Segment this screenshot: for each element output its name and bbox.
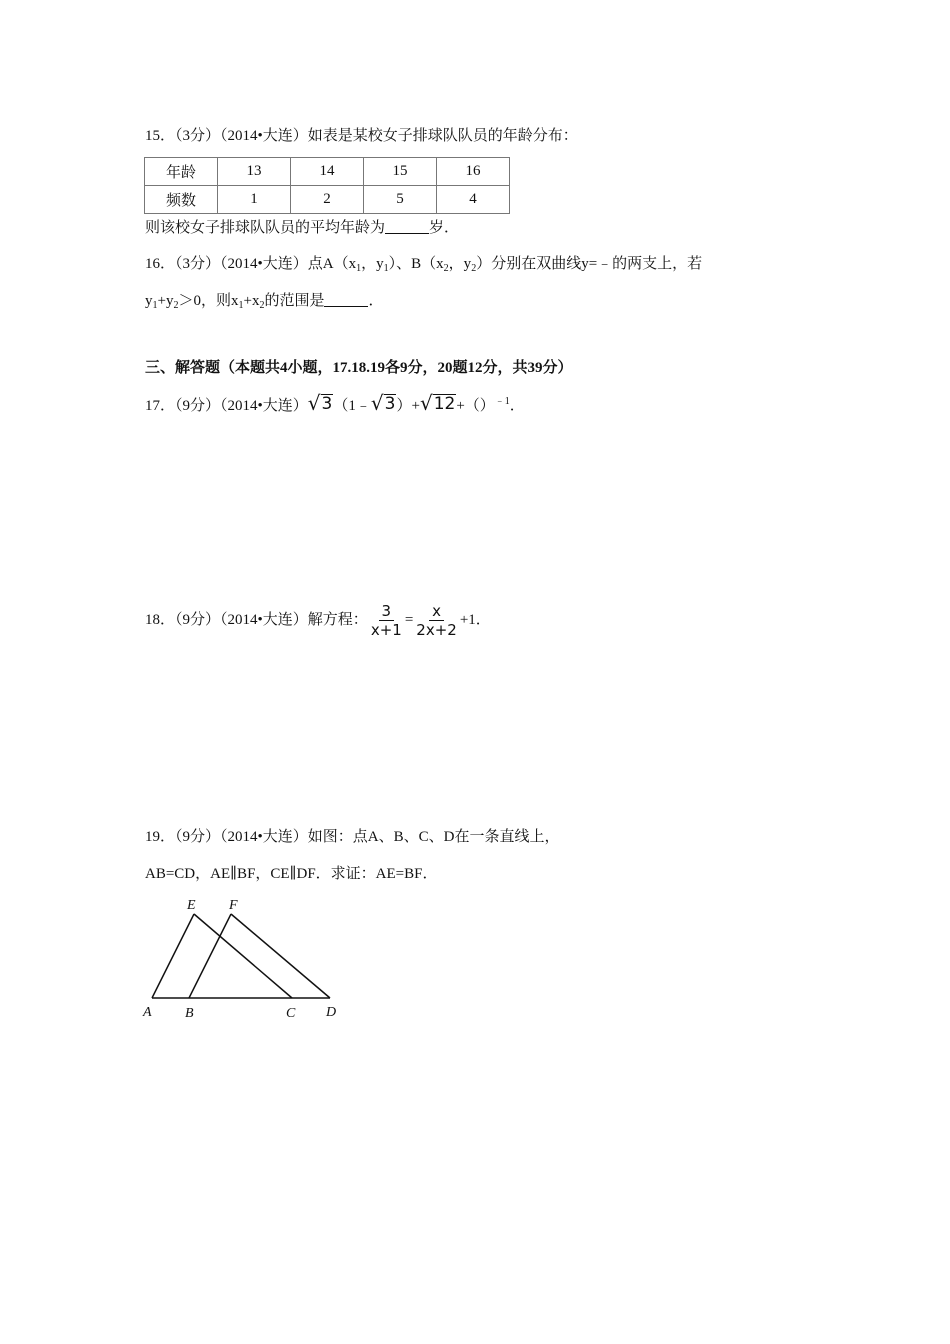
table-cell: 13 [218, 158, 291, 186]
sqrt-expression: √ 3 [370, 391, 396, 415]
q18-score: （9分） [175, 612, 221, 628]
q18-number: 18． [145, 612, 176, 628]
q17-score: （9分） [175, 398, 221, 414]
q17-text: ． [509, 398, 525, 414]
q16-text: ）分别在双曲线y=﹣的两支上，若 [476, 256, 703, 272]
subscript: 1 [383, 263, 389, 274]
subscript: 1 [152, 300, 158, 311]
denominator: 2x+2 [416, 621, 457, 640]
table-cell: 14 [291, 158, 364, 186]
q19-text: 如图：点A、B、C、D在一条直线上， [307, 829, 560, 845]
label-b: B [185, 1006, 194, 1021]
q16-text: 点A（x [307, 256, 357, 272]
q18-stem [145, 600, 491, 640]
table-row [145, 186, 510, 214]
table-cell: 1 [218, 186, 291, 214]
q17-text: ）+ [396, 398, 420, 414]
denominator: x+1 [370, 621, 402, 640]
q18-source: （2014•大连） [220, 612, 308, 628]
q17-text: +（） [456, 398, 495, 414]
sqrt-expression: √ 3 [307, 391, 333, 415]
radicand: 3 [321, 394, 333, 414]
radicand: 3 [384, 394, 396, 414]
segment-fd [231, 914, 330, 998]
q19-score: （9分） [175, 829, 221, 845]
label-a: A [143, 1005, 152, 1020]
table-cell: 频数 [145, 186, 218, 214]
subscript: 2 [471, 263, 477, 274]
segment-ae [152, 914, 194, 998]
radicand: 12 [433, 394, 456, 414]
table-cell: 16 [437, 158, 510, 186]
subscript: 2 [443, 263, 449, 274]
table-cell: 2 [291, 186, 364, 214]
q16-source: （2014•大连） [220, 256, 308, 272]
q19-source: （2014•大连） [220, 829, 308, 845]
q16-stem [145, 254, 702, 279]
answer-blank [324, 292, 368, 307]
exponent: ﹣1 [494, 396, 510, 407]
q16-score: （3分） [175, 256, 221, 272]
sqrt-expression: √ 12 [419, 391, 456, 415]
q17-stem [145, 392, 525, 416]
q15-number: 15． [145, 128, 176, 144]
segment-ec [194, 914, 292, 998]
table-row [145, 158, 510, 186]
label-e: E [187, 898, 196, 913]
q15-source: （2014•大连） [220, 128, 308, 144]
q16-text: ，y [448, 256, 472, 272]
label-f: F [229, 898, 238, 913]
q15-score: （3分） [175, 128, 221, 144]
q19-number: 19． [145, 829, 176, 845]
q17-text: （1﹣ [333, 398, 371, 414]
q16-line2 [145, 291, 383, 316]
q16-text: ． [368, 293, 384, 309]
subscript: 2 [259, 300, 265, 311]
q15-follow-text: 则该校女子排球队队员的平均年龄为 [145, 220, 386, 236]
table-cell: 年龄 [145, 158, 218, 186]
q16-text: 的范围是 [264, 293, 325, 309]
segment-bf [189, 914, 231, 998]
table-cell: 15 [364, 158, 437, 186]
fraction [413, 602, 460, 639]
section-heading: 三、解答题（本题共4小题，17.18.19各9分，20题12分，共39分） [145, 360, 573, 376]
subscript: 2 [173, 300, 179, 311]
q16-text: y [145, 293, 153, 309]
label-c: C [286, 1006, 296, 1021]
table-cell: 4 [437, 186, 510, 214]
table-cell: 5 [364, 186, 437, 214]
equals-sign: = [404, 612, 414, 628]
numerator: x [429, 602, 444, 621]
q17-source: （2014•大连） [220, 398, 308, 414]
q15-text: 如表是某校女子排球队队员的年龄分布： [307, 128, 578, 144]
q18-text: 解方程： [307, 612, 368, 628]
fraction [368, 602, 405, 639]
q18-text: +1． [459, 612, 491, 628]
q15-follow-end: 岁． [429, 220, 460, 236]
age-frequency-table [144, 157, 510, 214]
label-d: D [326, 1005, 337, 1020]
q19-stem [145, 827, 559, 847]
q16-text: +y [157, 293, 174, 309]
subscript: 1 [238, 300, 244, 311]
q16-text: ）、B（x [388, 256, 444, 272]
numerator: 3 [379, 602, 395, 621]
q16-text: +x [243, 293, 260, 309]
geometry-figure [140, 892, 360, 1027]
q16-text: ＞0，则x [178, 293, 239, 309]
answer-blank [385, 219, 429, 234]
q16-number: 16． [145, 256, 176, 272]
q15-follow [145, 218, 459, 238]
q15-stem [145, 126, 578, 146]
q17-number: 17． [145, 398, 176, 414]
q16-text: ，y [361, 256, 384, 272]
q19-line2: AB=CD，AE∥BF，CE∥DF．求证：AE=BF． [145, 866, 438, 882]
subscript: 1 [356, 263, 362, 274]
